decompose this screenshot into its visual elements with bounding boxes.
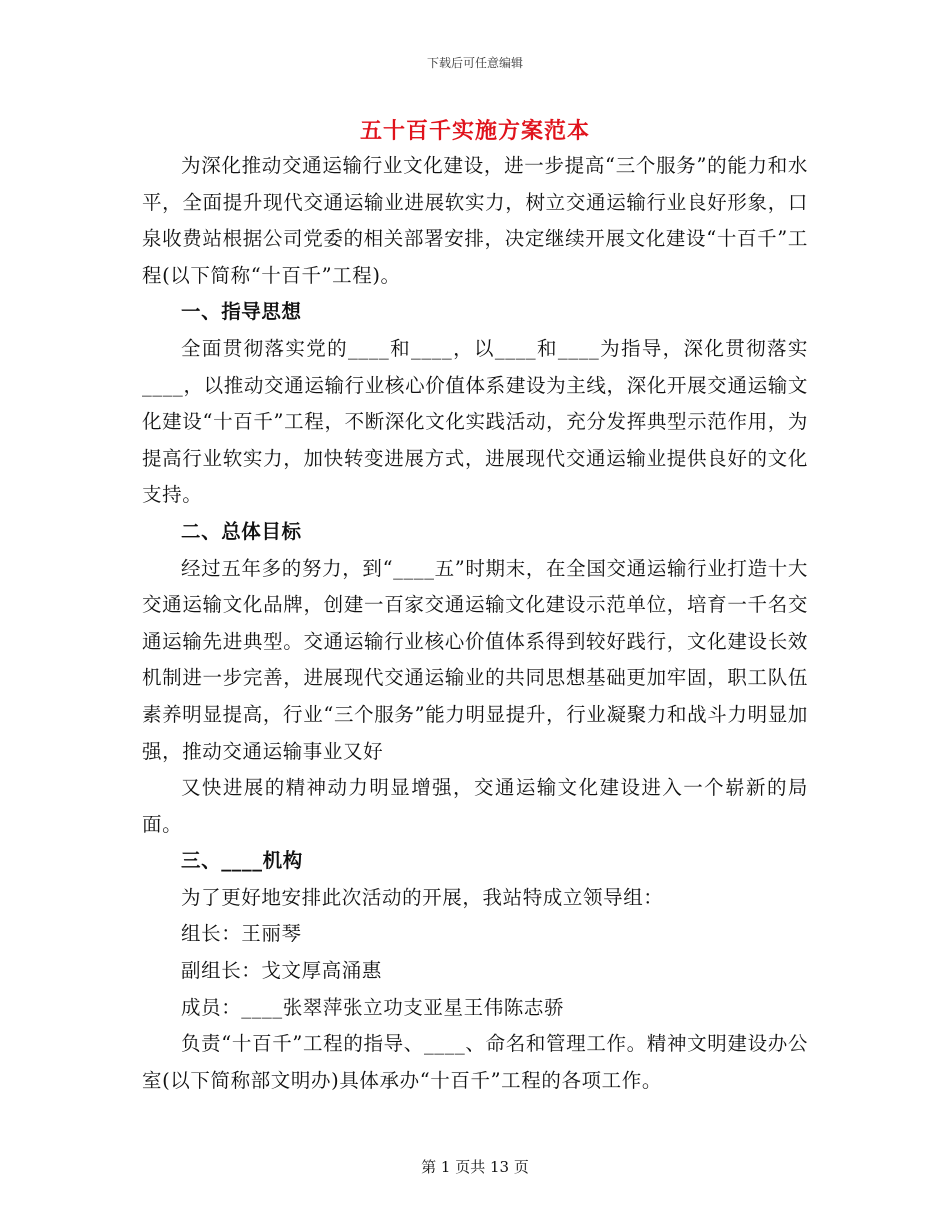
section-heading-organization: 三、____机构	[181, 849, 303, 873]
paragraph-leadership-group: 为了更好地安排此次活动的开展，我站特成立领导组：	[181, 885, 664, 909]
paragraph-deputy-leader: 副组长：戈文厚高涌惠	[181, 959, 383, 983]
section-heading-guiding-thought: 一、指导思想	[181, 300, 302, 324]
paragraph-guiding-thought: 全面贯彻落实党的____和____，以____和____为指导，深化贯彻落实____，以推动交通运输行业核心价值体系建设为主线，深化开展交通运输文化建设“十百千”工程，不断深化文化实践活动，充分发挥典型示范作用，为提高行业软实力，加快转变进展方式，进展现代交通运输业提供良好的文化支持。	[142, 336, 808, 507]
paragraph-group-leader: 组长：王丽琴	[181, 922, 302, 946]
paragraph-intro: 为深化推动交通运输行业文化建设，进一步提高“三个服务”的能力和水平，全面提升现代交通运输业进展软实力，树立交通运输行业良好形象，口泉收费站根据公司党委的相关部署安排，决定继续开展文化建设“十百千”工程(以下简称“十百千”工程)。	[142, 154, 808, 287]
paragraph-responsibilities: 负责“十百千”工程的指导、____、命名和管理工作。精神文明建设办公室(以下简称部文明办)具体承办“十百千”工程的各项工作。	[142, 1032, 808, 1092]
page-number: 第 1 页共 13 页	[421, 1158, 529, 1176]
paragraph-members: 成员：____张翠萍张立功支亚星王伟陈志骄	[181, 995, 565, 1019]
document-body	[142, 148, 808, 1099]
paragraph-overall-goal: 经过五年多的努力，到“____五”时期末，在全国交通运输行业打造十大交通运输文化品牌，创建一百家交通运输文化建设示范单位，培育一千名交通运输先进典型。交通运输行业核心价值体系得到较好践行，文化建设长效机制进一步完善，进展现代交通运输业的共同思想基础更加牢固，职工队伍素养明显提高，行业“三个服务”能力明显提升，行业凝聚力和战斗力明显加强，推动交通运输事业又好	[142, 556, 808, 763]
document-title: 五十百千实施方案范本	[359, 118, 590, 144]
section-heading-overall-goal: 二、总体目标	[181, 519, 302, 543]
header-note: 下载后可任意编辑	[426, 56, 523, 70]
paragraph-overall-goal-cont: 又快进展的精神动力明显增强，交通运输文化建设进入一个崭新的局面。	[142, 776, 808, 836]
